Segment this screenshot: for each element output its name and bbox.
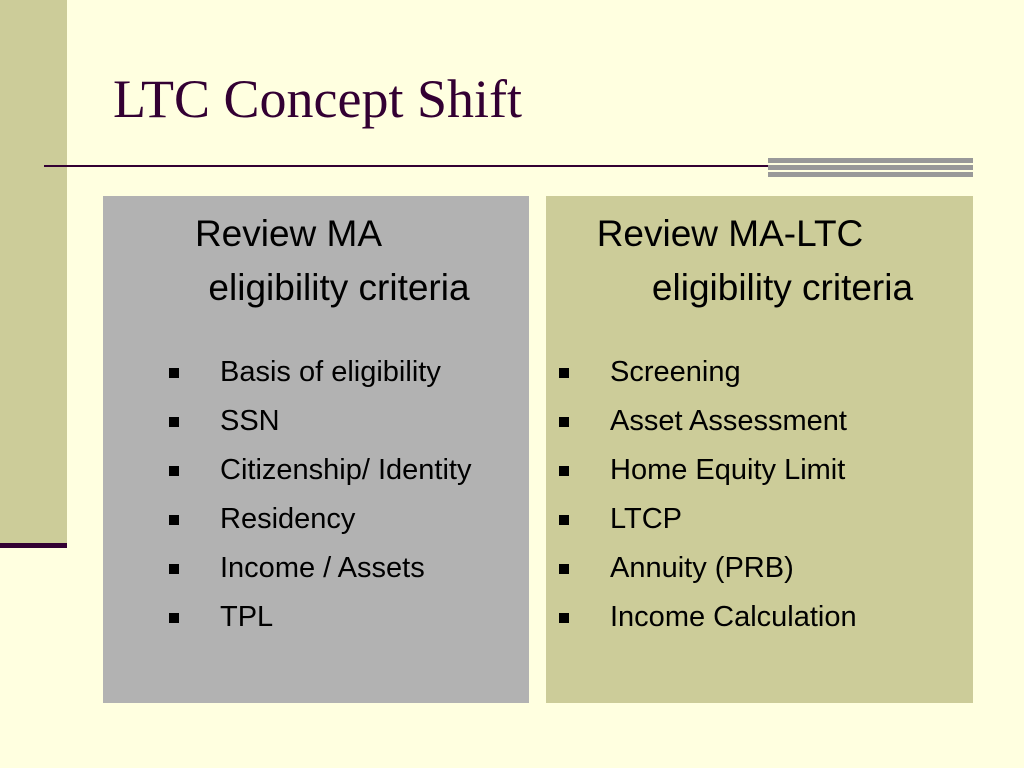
list-item — [169, 446, 471, 495]
column-heading-line: eligibility criteria — [208, 267, 470, 308]
square-bullet-icon — [169, 466, 179, 476]
list-item-label: SSN — [220, 405, 280, 437]
square-bullet-icon — [559, 368, 569, 378]
list-item-label: Home Equity Limit — [610, 454, 846, 486]
slide-title: LTC Concept Shift — [113, 69, 523, 129]
square-bullet-icon — [559, 466, 569, 476]
square-bullet-icon — [559, 613, 569, 623]
list-item-label: Income / Assets — [220, 552, 425, 584]
square-bullet-icon — [169, 613, 179, 623]
list-item-label: Screening — [610, 356, 741, 388]
square-bullet-icon — [169, 515, 179, 525]
list-item-label: Annuity (PRB) — [610, 552, 794, 584]
side-decoration-accent — [0, 543, 67, 548]
column-heading-line: eligibility criteria — [651, 267, 914, 308]
list-item-label: Income Calculation — [610, 601, 857, 633]
list-item — [559, 593, 857, 642]
square-bullet-icon — [169, 417, 179, 427]
list-item — [559, 544, 857, 593]
list-item — [169, 495, 471, 544]
square-bullet-icon — [169, 368, 179, 378]
square-bullet-icon — [559, 417, 569, 427]
list-item-label: TPL — [220, 601, 274, 633]
list-item-label: Residency — [220, 503, 356, 535]
column-ma-ltc-eligibility — [546, 196, 973, 703]
column-ma-eligibility — [103, 196, 529, 703]
criteria-list — [559, 348, 857, 642]
list-item — [169, 397, 471, 446]
list-item-label: Basis of eligibility — [220, 356, 441, 388]
list-item-label: Asset Assessment — [610, 405, 847, 437]
list-item — [169, 348, 471, 397]
square-bullet-icon — [559, 564, 569, 574]
side-decoration-bar — [0, 0, 67, 543]
list-item-label: Citizenship/ Identity — [220, 454, 472, 486]
list-item — [559, 446, 857, 495]
title-divider — [44, 165, 770, 167]
column-heading — [103, 207, 529, 315]
column-heading-line: Review MA-LTC — [596, 213, 864, 254]
list-item — [169, 544, 471, 593]
list-item — [559, 397, 857, 446]
title-divider-accent — [768, 158, 973, 178]
list-item-label: LTCP — [610, 503, 682, 535]
column-heading — [546, 207, 973, 315]
square-bullet-icon — [169, 564, 179, 574]
list-item — [559, 348, 857, 397]
square-bullet-icon — [559, 515, 569, 525]
list-item — [559, 495, 857, 544]
list-item — [169, 593, 471, 642]
column-heading-line: Review MA — [194, 213, 383, 254]
criteria-list — [169, 348, 471, 642]
